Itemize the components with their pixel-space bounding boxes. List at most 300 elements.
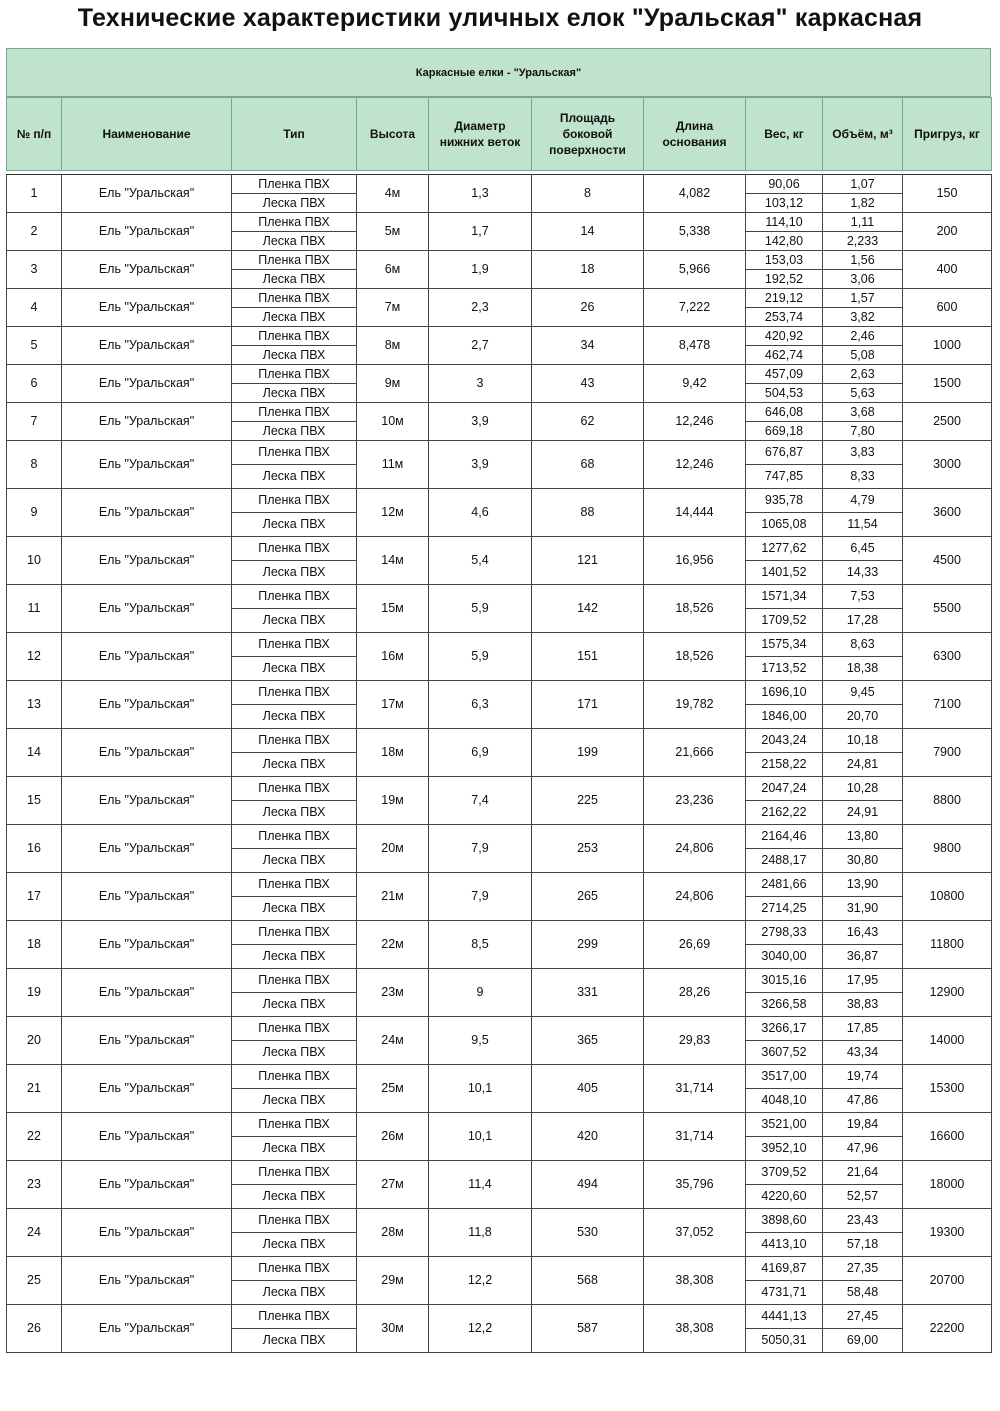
- row-diameter: 4,6: [429, 489, 532, 537]
- table-header: [6, 97, 992, 171]
- row-weight-line: 3040,00: [746, 945, 823, 969]
- row-type-film: Пленка ПВХ: [232, 175, 357, 194]
- row-height: 12м: [357, 489, 429, 537]
- row-number: 23: [7, 1161, 62, 1209]
- table-row: [7, 289, 992, 308]
- row-load: 22200: [903, 1305, 992, 1353]
- row-weight-line: 4731,71: [746, 1281, 823, 1305]
- row-name: Ель "Уральская": [62, 213, 232, 251]
- row-weight-line: 747,85: [746, 465, 823, 489]
- row-load: 600: [903, 289, 992, 327]
- row-height: 22м: [357, 921, 429, 969]
- row-volume-line: 69,00: [823, 1329, 903, 1353]
- row-volume-film: 19,84: [823, 1113, 903, 1137]
- row-area: 530: [532, 1209, 644, 1257]
- row-type-film: Пленка ПВХ: [232, 489, 357, 513]
- row-number: 16: [7, 825, 62, 873]
- row-load: 20700: [903, 1257, 992, 1305]
- row-name: Ель "Уральская": [62, 1257, 232, 1305]
- row-name: Ель "Уральская": [62, 825, 232, 873]
- table-row: [7, 1161, 992, 1185]
- row-load: 3600: [903, 489, 992, 537]
- row-type-film: Пленка ПВХ: [232, 633, 357, 657]
- row-height: 5м: [357, 213, 429, 251]
- row-area: 420: [532, 1113, 644, 1161]
- row-volume-film: 2,63: [823, 365, 903, 384]
- row-height: 24м: [357, 1017, 429, 1065]
- row-weight-film: 3521,00: [746, 1113, 823, 1137]
- row-base: 9,42: [644, 365, 746, 403]
- table-row: [7, 585, 992, 609]
- row-number: 4: [7, 289, 62, 327]
- row-number: 9: [7, 489, 62, 537]
- table-row: [7, 489, 992, 513]
- row-number: 21: [7, 1065, 62, 1113]
- row-type-line: Леска ПВХ: [232, 308, 357, 327]
- row-area: 331: [532, 969, 644, 1017]
- table-row: [7, 633, 992, 657]
- row-weight-line: 103,12: [746, 194, 823, 213]
- row-name: Ель "Уральская": [62, 289, 232, 327]
- row-type-line: Леска ПВХ: [232, 1233, 357, 1257]
- row-name: Ель "Уральская": [62, 441, 232, 489]
- row-diameter: 1,7: [429, 213, 532, 251]
- row-volume-line: 17,28: [823, 609, 903, 633]
- row-name: Ель "Уральская": [62, 327, 232, 365]
- row-load: 14000: [903, 1017, 992, 1065]
- row-volume-line: 57,18: [823, 1233, 903, 1257]
- row-type-line: Леска ПВХ: [232, 945, 357, 969]
- row-weight-line: 5050,31: [746, 1329, 823, 1353]
- row-area: 34: [532, 327, 644, 365]
- row-base: 8,478: [644, 327, 746, 365]
- row-volume-film: 8,63: [823, 633, 903, 657]
- row-base: 31,714: [644, 1065, 746, 1113]
- row-name: Ель "Уральская": [62, 365, 232, 403]
- row-area: 142: [532, 585, 644, 633]
- row-diameter: 7,9: [429, 825, 532, 873]
- row-area: 365: [532, 1017, 644, 1065]
- row-weight-line: 2488,17: [746, 849, 823, 873]
- row-weight-line: 2714,25: [746, 897, 823, 921]
- row-weight-line: 2158,22: [746, 753, 823, 777]
- row-load: 150: [903, 175, 992, 213]
- row-name: Ель "Уральская": [62, 633, 232, 681]
- row-weight-film: 457,09: [746, 365, 823, 384]
- row-weight-film: 3898,60: [746, 1209, 823, 1233]
- table-row: [7, 873, 992, 897]
- row-number: 25: [7, 1257, 62, 1305]
- row-load: 7900: [903, 729, 992, 777]
- row-number: 19: [7, 969, 62, 1017]
- row-weight-line: 3266,58: [746, 993, 823, 1017]
- row-base: 38,308: [644, 1257, 746, 1305]
- row-type-line: Леска ПВХ: [232, 561, 357, 585]
- row-type-line: Леска ПВХ: [232, 1137, 357, 1161]
- row-weight-line: 3952,10: [746, 1137, 823, 1161]
- header-diameter: Диаметр нижних веток: [429, 98, 532, 171]
- table-row: [7, 1065, 992, 1089]
- row-area: 299: [532, 921, 644, 969]
- table-row: [7, 777, 992, 801]
- row-load: 18000: [903, 1161, 992, 1209]
- row-load: 4500: [903, 537, 992, 585]
- row-height: 20м: [357, 825, 429, 873]
- row-weight-film: 3517,00: [746, 1065, 823, 1089]
- row-name: Ель "Уральская": [62, 729, 232, 777]
- row-weight-line: 1709,52: [746, 609, 823, 633]
- row-height: 16м: [357, 633, 429, 681]
- row-diameter: 9,5: [429, 1017, 532, 1065]
- row-type-film: Пленка ПВХ: [232, 873, 357, 897]
- header-type: Тип: [232, 98, 357, 171]
- row-base: 23,236: [644, 777, 746, 825]
- row-base: 12,246: [644, 403, 746, 441]
- row-type-film: Пленка ПВХ: [232, 327, 357, 346]
- row-load: 11800: [903, 921, 992, 969]
- header-base: Длина основания: [644, 98, 746, 171]
- row-volume-film: 10,18: [823, 729, 903, 753]
- row-number: 12: [7, 633, 62, 681]
- table-row: [7, 441, 992, 465]
- row-type-line: Леска ПВХ: [232, 422, 357, 441]
- row-volume-line: 36,87: [823, 945, 903, 969]
- row-area: 88: [532, 489, 644, 537]
- row-type-line: Леска ПВХ: [232, 849, 357, 873]
- row-name: Ель "Уральская": [62, 969, 232, 1017]
- row-base: 5,966: [644, 251, 746, 289]
- row-type-line: Леска ПВХ: [232, 1041, 357, 1065]
- row-diameter: 8,5: [429, 921, 532, 969]
- table-row: [7, 251, 992, 270]
- row-height: 11м: [357, 441, 429, 489]
- row-weight-film: 2043,24: [746, 729, 823, 753]
- row-height: 10м: [357, 403, 429, 441]
- row-area: 8: [532, 175, 644, 213]
- row-type-line: Леска ПВХ: [232, 270, 357, 289]
- row-load: 19300: [903, 1209, 992, 1257]
- row-type-film: Пленка ПВХ: [232, 1161, 357, 1185]
- row-weight-line: 4048,10: [746, 1089, 823, 1113]
- row-load: 10800: [903, 873, 992, 921]
- row-volume-line: 52,57: [823, 1185, 903, 1209]
- row-base: 16,956: [644, 537, 746, 585]
- row-diameter: 11,4: [429, 1161, 532, 1209]
- row-height: 18м: [357, 729, 429, 777]
- row-diameter: 2,3: [429, 289, 532, 327]
- row-type-film: Пленка ПВХ: [232, 777, 357, 801]
- row-area: 121: [532, 537, 644, 585]
- row-volume-film: 10,28: [823, 777, 903, 801]
- row-diameter: 9: [429, 969, 532, 1017]
- row-type-film: Пленка ПВХ: [232, 365, 357, 384]
- row-height: 15м: [357, 585, 429, 633]
- row-volume-film: 16,43: [823, 921, 903, 945]
- row-weight-film: 90,06: [746, 175, 823, 194]
- header-weight: Вес, кг: [746, 98, 823, 171]
- page-title: Технические характеристики уличных елок "Уральская" каркасная: [77, 4, 923, 32]
- row-weight-film: 2047,24: [746, 777, 823, 801]
- row-type-line: Леска ПВХ: [232, 753, 357, 777]
- row-volume-film: 13,90: [823, 873, 903, 897]
- row-height: 30м: [357, 1305, 429, 1353]
- table-row: [7, 1017, 992, 1041]
- row-name: Ель "Уральская": [62, 873, 232, 921]
- table-row: [7, 921, 992, 945]
- row-base: 19,782: [644, 681, 746, 729]
- row-weight-film: 676,87: [746, 441, 823, 465]
- row-number: 3: [7, 251, 62, 289]
- row-number: 20: [7, 1017, 62, 1065]
- row-diameter: 12,2: [429, 1257, 532, 1305]
- row-volume-film: 17,85: [823, 1017, 903, 1041]
- row-height: 19м: [357, 777, 429, 825]
- row-base: 4,082: [644, 175, 746, 213]
- header-load: Пригруз, кг: [903, 98, 992, 171]
- row-area: 43: [532, 365, 644, 403]
- row-base: 31,714: [644, 1113, 746, 1161]
- row-type-line: Леска ПВХ: [232, 232, 357, 251]
- row-type-film: Пленка ПВХ: [232, 729, 357, 753]
- row-number: 6: [7, 365, 62, 403]
- row-diameter: 12,2: [429, 1305, 532, 1353]
- row-area: 199: [532, 729, 644, 777]
- row-weight-film: 646,08: [746, 403, 823, 422]
- row-diameter: 3: [429, 365, 532, 403]
- row-diameter: 6,3: [429, 681, 532, 729]
- table-row: [7, 213, 992, 232]
- row-height: 25м: [357, 1065, 429, 1113]
- row-volume-film: 19,74: [823, 1065, 903, 1089]
- row-type-line: Леска ПВХ: [232, 384, 357, 403]
- row-type-line: Леска ПВХ: [232, 897, 357, 921]
- row-load: 16600: [903, 1113, 992, 1161]
- row-type-line: Леска ПВХ: [232, 609, 357, 633]
- row-base: 21,666: [644, 729, 746, 777]
- row-name: Ель "Уральская": [62, 537, 232, 585]
- row-base: 12,246: [644, 441, 746, 489]
- row-type-film: Пленка ПВХ: [232, 537, 357, 561]
- row-weight-film: 3266,17: [746, 1017, 823, 1041]
- row-number: 14: [7, 729, 62, 777]
- header-area: Площадь боковой поверхности: [532, 98, 644, 171]
- row-height: 23м: [357, 969, 429, 1017]
- row-base: 29,83: [644, 1017, 746, 1065]
- row-number: 7: [7, 403, 62, 441]
- row-type-film: Пленка ПВХ: [232, 251, 357, 270]
- row-weight-film: 1277,62: [746, 537, 823, 561]
- row-number: 24: [7, 1209, 62, 1257]
- row-type-film: Пленка ПВХ: [232, 1065, 357, 1089]
- row-load: 400: [903, 251, 992, 289]
- row-area: 253: [532, 825, 644, 873]
- row-height: 7м: [357, 289, 429, 327]
- row-name: Ель "Уральская": [62, 1209, 232, 1257]
- row-height: 28м: [357, 1209, 429, 1257]
- row-height: 8м: [357, 327, 429, 365]
- row-area: 568: [532, 1257, 644, 1305]
- row-diameter: 10,1: [429, 1113, 532, 1161]
- row-height: 17м: [357, 681, 429, 729]
- row-diameter: 3,9: [429, 403, 532, 441]
- row-number: 18: [7, 921, 62, 969]
- row-weight-film: 153,03: [746, 251, 823, 270]
- row-weight-line: 2162,22: [746, 801, 823, 825]
- row-load: 200: [903, 213, 992, 251]
- header-name: Наименование: [62, 98, 232, 171]
- row-weight-film: 3709,52: [746, 1161, 823, 1185]
- row-volume-line: 5,08: [823, 346, 903, 365]
- table-band-title: Каркасные елки - "Уральская": [6, 48, 991, 97]
- row-height: 21м: [357, 873, 429, 921]
- row-base: 35,796: [644, 1161, 746, 1209]
- row-load: 5500: [903, 585, 992, 633]
- row-weight-line: 1713,52: [746, 657, 823, 681]
- row-name: Ель "Уральская": [62, 1065, 232, 1113]
- row-area: 151: [532, 633, 644, 681]
- row-type-film: Пленка ПВХ: [232, 1113, 357, 1137]
- row-load: 6300: [903, 633, 992, 681]
- row-volume-line: 38,83: [823, 993, 903, 1017]
- row-type-film: Пленка ПВХ: [232, 1017, 357, 1041]
- row-diameter: 3,9: [429, 441, 532, 489]
- row-type-film: Пленка ПВХ: [232, 1209, 357, 1233]
- table-row: [7, 825, 992, 849]
- row-volume-film: 4,79: [823, 489, 903, 513]
- row-volume-line: 31,90: [823, 897, 903, 921]
- row-volume-line: 2,233: [823, 232, 903, 251]
- row-area: 405: [532, 1065, 644, 1113]
- row-type-film: Пленка ПВХ: [232, 969, 357, 993]
- row-diameter: 7,9: [429, 873, 532, 921]
- row-weight-line: 669,18: [746, 422, 823, 441]
- row-weight-line: 462,74: [746, 346, 823, 365]
- row-diameter: 6,9: [429, 729, 532, 777]
- row-volume-film: 1,11: [823, 213, 903, 232]
- row-diameter: 2,7: [429, 327, 532, 365]
- row-volume-film: 1,57: [823, 289, 903, 308]
- row-number: 8: [7, 441, 62, 489]
- row-diameter: 5,9: [429, 633, 532, 681]
- row-weight-film: 3015,16: [746, 969, 823, 993]
- row-load: 7100: [903, 681, 992, 729]
- row-number: 11: [7, 585, 62, 633]
- row-name: Ель "Уральская": [62, 1161, 232, 1209]
- row-weight-film: 4169,87: [746, 1257, 823, 1281]
- row-name: Ель "Уральская": [62, 251, 232, 289]
- row-number: 2: [7, 213, 62, 251]
- table-row: [7, 1257, 992, 1281]
- row-volume-film: 3,68: [823, 403, 903, 422]
- row-name: Ель "Уральская": [62, 403, 232, 441]
- row-weight-film: 114,10: [746, 213, 823, 232]
- row-volume-film: 27,45: [823, 1305, 903, 1329]
- row-area: 494: [532, 1161, 644, 1209]
- row-volume-line: 30,80: [823, 849, 903, 873]
- row-base: 18,526: [644, 633, 746, 681]
- row-base: 24,806: [644, 873, 746, 921]
- row-area: 18: [532, 251, 644, 289]
- row-area: 68: [532, 441, 644, 489]
- row-diameter: 10,1: [429, 1065, 532, 1113]
- row-volume-line: 1,82: [823, 194, 903, 213]
- row-type-line: Леска ПВХ: [232, 346, 357, 365]
- row-weight-line: 4220,60: [746, 1185, 823, 1209]
- row-area: 587: [532, 1305, 644, 1353]
- row-volume-line: 18,38: [823, 657, 903, 681]
- row-name: Ель "Уральская": [62, 585, 232, 633]
- row-type-line: Леска ПВХ: [232, 465, 357, 489]
- row-base: 14,444: [644, 489, 746, 537]
- row-volume-film: 27,35: [823, 1257, 903, 1281]
- row-weight-film: 420,92: [746, 327, 823, 346]
- row-area: 171: [532, 681, 644, 729]
- table-row: [7, 969, 992, 993]
- row-volume-line: 43,34: [823, 1041, 903, 1065]
- row-load: 9800: [903, 825, 992, 873]
- row-weight-film: 1571,34: [746, 585, 823, 609]
- header-height: Высота: [357, 98, 429, 171]
- row-volume-film: 1,07: [823, 175, 903, 194]
- row-type-film: Пленка ПВХ: [232, 441, 357, 465]
- row-weight-line: 1846,00: [746, 705, 823, 729]
- row-type-line: Леска ПВХ: [232, 657, 357, 681]
- row-name: Ель "Уральская": [62, 921, 232, 969]
- row-diameter: 1,3: [429, 175, 532, 213]
- spec-table: [6, 48, 991, 1353]
- row-name: Ель "Уральская": [62, 777, 232, 825]
- row-type-line: Леска ПВХ: [232, 1281, 357, 1305]
- row-load: 1500: [903, 365, 992, 403]
- row-load: 15300: [903, 1065, 992, 1113]
- row-volume-film: 2,46: [823, 327, 903, 346]
- row-weight-film: 1696,10: [746, 681, 823, 705]
- row-type-line: Леска ПВХ: [232, 801, 357, 825]
- row-type-line: Леска ПВХ: [232, 1089, 357, 1113]
- row-volume-line: 58,48: [823, 1281, 903, 1305]
- row-volume-film: 13,80: [823, 825, 903, 849]
- row-weight-line: 504,53: [746, 384, 823, 403]
- row-number: 5: [7, 327, 62, 365]
- row-volume-film: 23,43: [823, 1209, 903, 1233]
- row-volume-line: 20,70: [823, 705, 903, 729]
- row-volume-line: 5,63: [823, 384, 903, 403]
- table-row: [7, 681, 992, 705]
- row-weight-line: 1065,08: [746, 513, 823, 537]
- row-diameter: 11,8: [429, 1209, 532, 1257]
- row-height: 4м: [357, 175, 429, 213]
- row-height: 9м: [357, 365, 429, 403]
- row-weight-film: 935,78: [746, 489, 823, 513]
- row-base: 28,26: [644, 969, 746, 1017]
- row-base: 26,69: [644, 921, 746, 969]
- row-volume-line: 24,91: [823, 801, 903, 825]
- row-number: 1: [7, 175, 62, 213]
- table-row: [7, 403, 992, 422]
- row-load: 12900: [903, 969, 992, 1017]
- row-name: Ель "Уральская": [62, 175, 232, 213]
- row-volume-line: 3,06: [823, 270, 903, 289]
- row-diameter: 7,4: [429, 777, 532, 825]
- row-weight-film: 1575,34: [746, 633, 823, 657]
- row-volume-film: 6,45: [823, 537, 903, 561]
- row-area: 265: [532, 873, 644, 921]
- row-height: 6м: [357, 251, 429, 289]
- row-number: 15: [7, 777, 62, 825]
- row-weight-film: 2164,46: [746, 825, 823, 849]
- row-type-film: Пленка ПВХ: [232, 585, 357, 609]
- row-weight-film: 2798,33: [746, 921, 823, 945]
